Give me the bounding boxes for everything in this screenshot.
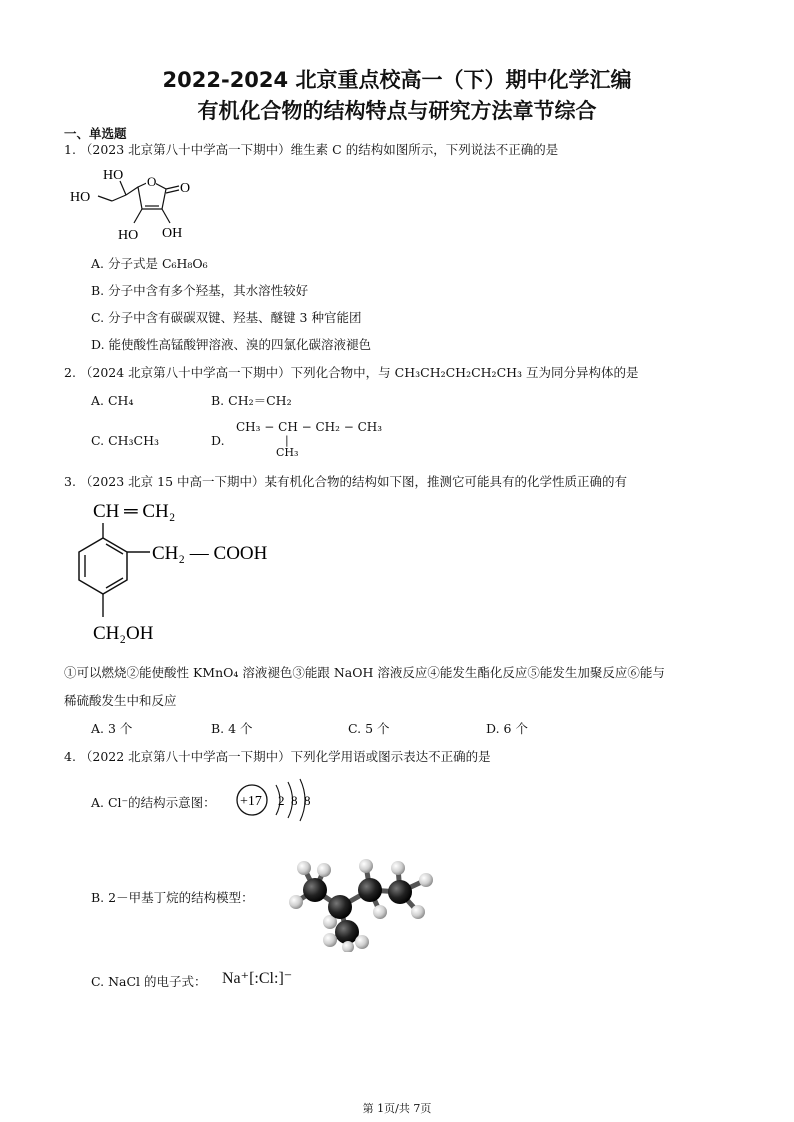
- q2-option-c: C. CH₃CH₃: [91, 433, 160, 448]
- q2-stem: 2. （2024 北京第八十中学高一下期中）下列化合物中，与 CH₃CH₂CH₂CH₂CH₃ 互为同分异构体的是: [64, 365, 639, 380]
- q2-option-d-main-chain: CH₃ − CH − CH₂ − CH₃: [236, 420, 383, 434]
- q3-option-a: A. 3 个: [91, 721, 133, 736]
- q3-structure: [66, 493, 296, 653]
- page-footer: 第 1页/共 7页: [362, 1102, 432, 1115]
- q1-stem: 1. （2023 北京第八十中学高一下期中）维生素 C 的结构如图所示，下列说法不正确的是: [64, 142, 559, 157]
- q3-properties-line1: ①可以燃烧②能使酸性 KMnO₄ 溶液褪色③能跟 NaOH 溶液反应④能发生酯化反应⑤能发生加聚反应⑥能与: [64, 665, 665, 680]
- q3-stem: 3. （2023 北京 15 中高一下期中）某有机化合物的结构如下图，推测它可能具有的化学性质正确的有: [64, 474, 628, 489]
- q1-option-a: A. 分子式是 C₆H₈O₆: [91, 256, 208, 271]
- q1-oh-bottom: OH: [162, 226, 183, 241]
- q4-option-b-label: B. 2－甲基丁烷的结构模型：: [91, 890, 254, 905]
- q4-chloride-ion-diagram: [234, 775, 324, 831]
- q2-option-a: A. CH₄: [91, 393, 134, 408]
- document-title-line2: 有机化合物的结构特点与研究方法章节综合: [197, 99, 597, 123]
- q1-vitamin-c-structure: [66, 165, 206, 245]
- q4-shell-3: 8: [304, 793, 311, 808]
- q1-option-d: D. 能使酸性高锰酸钾溶液、溴的四氯化碳溶液褪色: [91, 337, 372, 352]
- q4-nucleus-charge: +17: [240, 794, 262, 809]
- q4-methylbutane-ball-stick-model: [282, 852, 442, 952]
- section-heading: 一、单选题: [64, 126, 127, 141]
- q1-ho-top: HO: [103, 168, 124, 183]
- q4-nacl-electron-formula: Na⁺[:Cl:]⁻: [222, 970, 293, 987]
- q1-option-c: C. 分子中含有碳碳双键、羟基、醚键 3 种官能团: [91, 310, 362, 325]
- q4-shell-2: 8: [291, 793, 298, 808]
- q1-ho-bottom: HO: [118, 228, 139, 243]
- q3-option-c: C. 5 个: [348, 721, 390, 736]
- q3-option-b: B. 4 个: [211, 721, 253, 736]
- q2-option-d-label: D.: [211, 433, 225, 448]
- q4-option-a-label: A. Cl⁻的结构示意图：: [91, 795, 216, 810]
- q1-carbonyl-oxygen: O: [180, 181, 191, 196]
- q2-option-b: B. CH₂＝CH₂: [211, 393, 292, 408]
- document-title-line1: 2022-2024 北京重点校高一（下）期中化学汇编: [162, 68, 632, 92]
- q3-properties-line2: 稀硫酸发生中和反应: [64, 693, 177, 708]
- q2-option-d-bond: |: [285, 434, 289, 447]
- q3-vinyl-group: CH ═ CH₂: [93, 501, 176, 522]
- q1-option-b: B. 分子中含有多个羟基，其水溶性较好: [91, 283, 309, 298]
- q4-stem: 4. （2022 北京第八十中学高一下期中）下列化学用语或图示表达不正确的是: [64, 749, 491, 764]
- q1-ho-left: HO: [70, 190, 91, 205]
- q3-hydroxymethyl: CH₂OH: [93, 623, 154, 644]
- q2-option-d-methyl: CH₃: [276, 446, 299, 459]
- q4-shell-1: 2: [278, 793, 285, 808]
- q3-option-d: D. 6 个: [486, 721, 528, 736]
- q3-side-chain: CH₂ — COOH: [152, 543, 268, 564]
- q1-ring-oxygen: O: [147, 174, 157, 189]
- q4-option-c-label: C. NaCl 的电子式：: [91, 974, 207, 989]
